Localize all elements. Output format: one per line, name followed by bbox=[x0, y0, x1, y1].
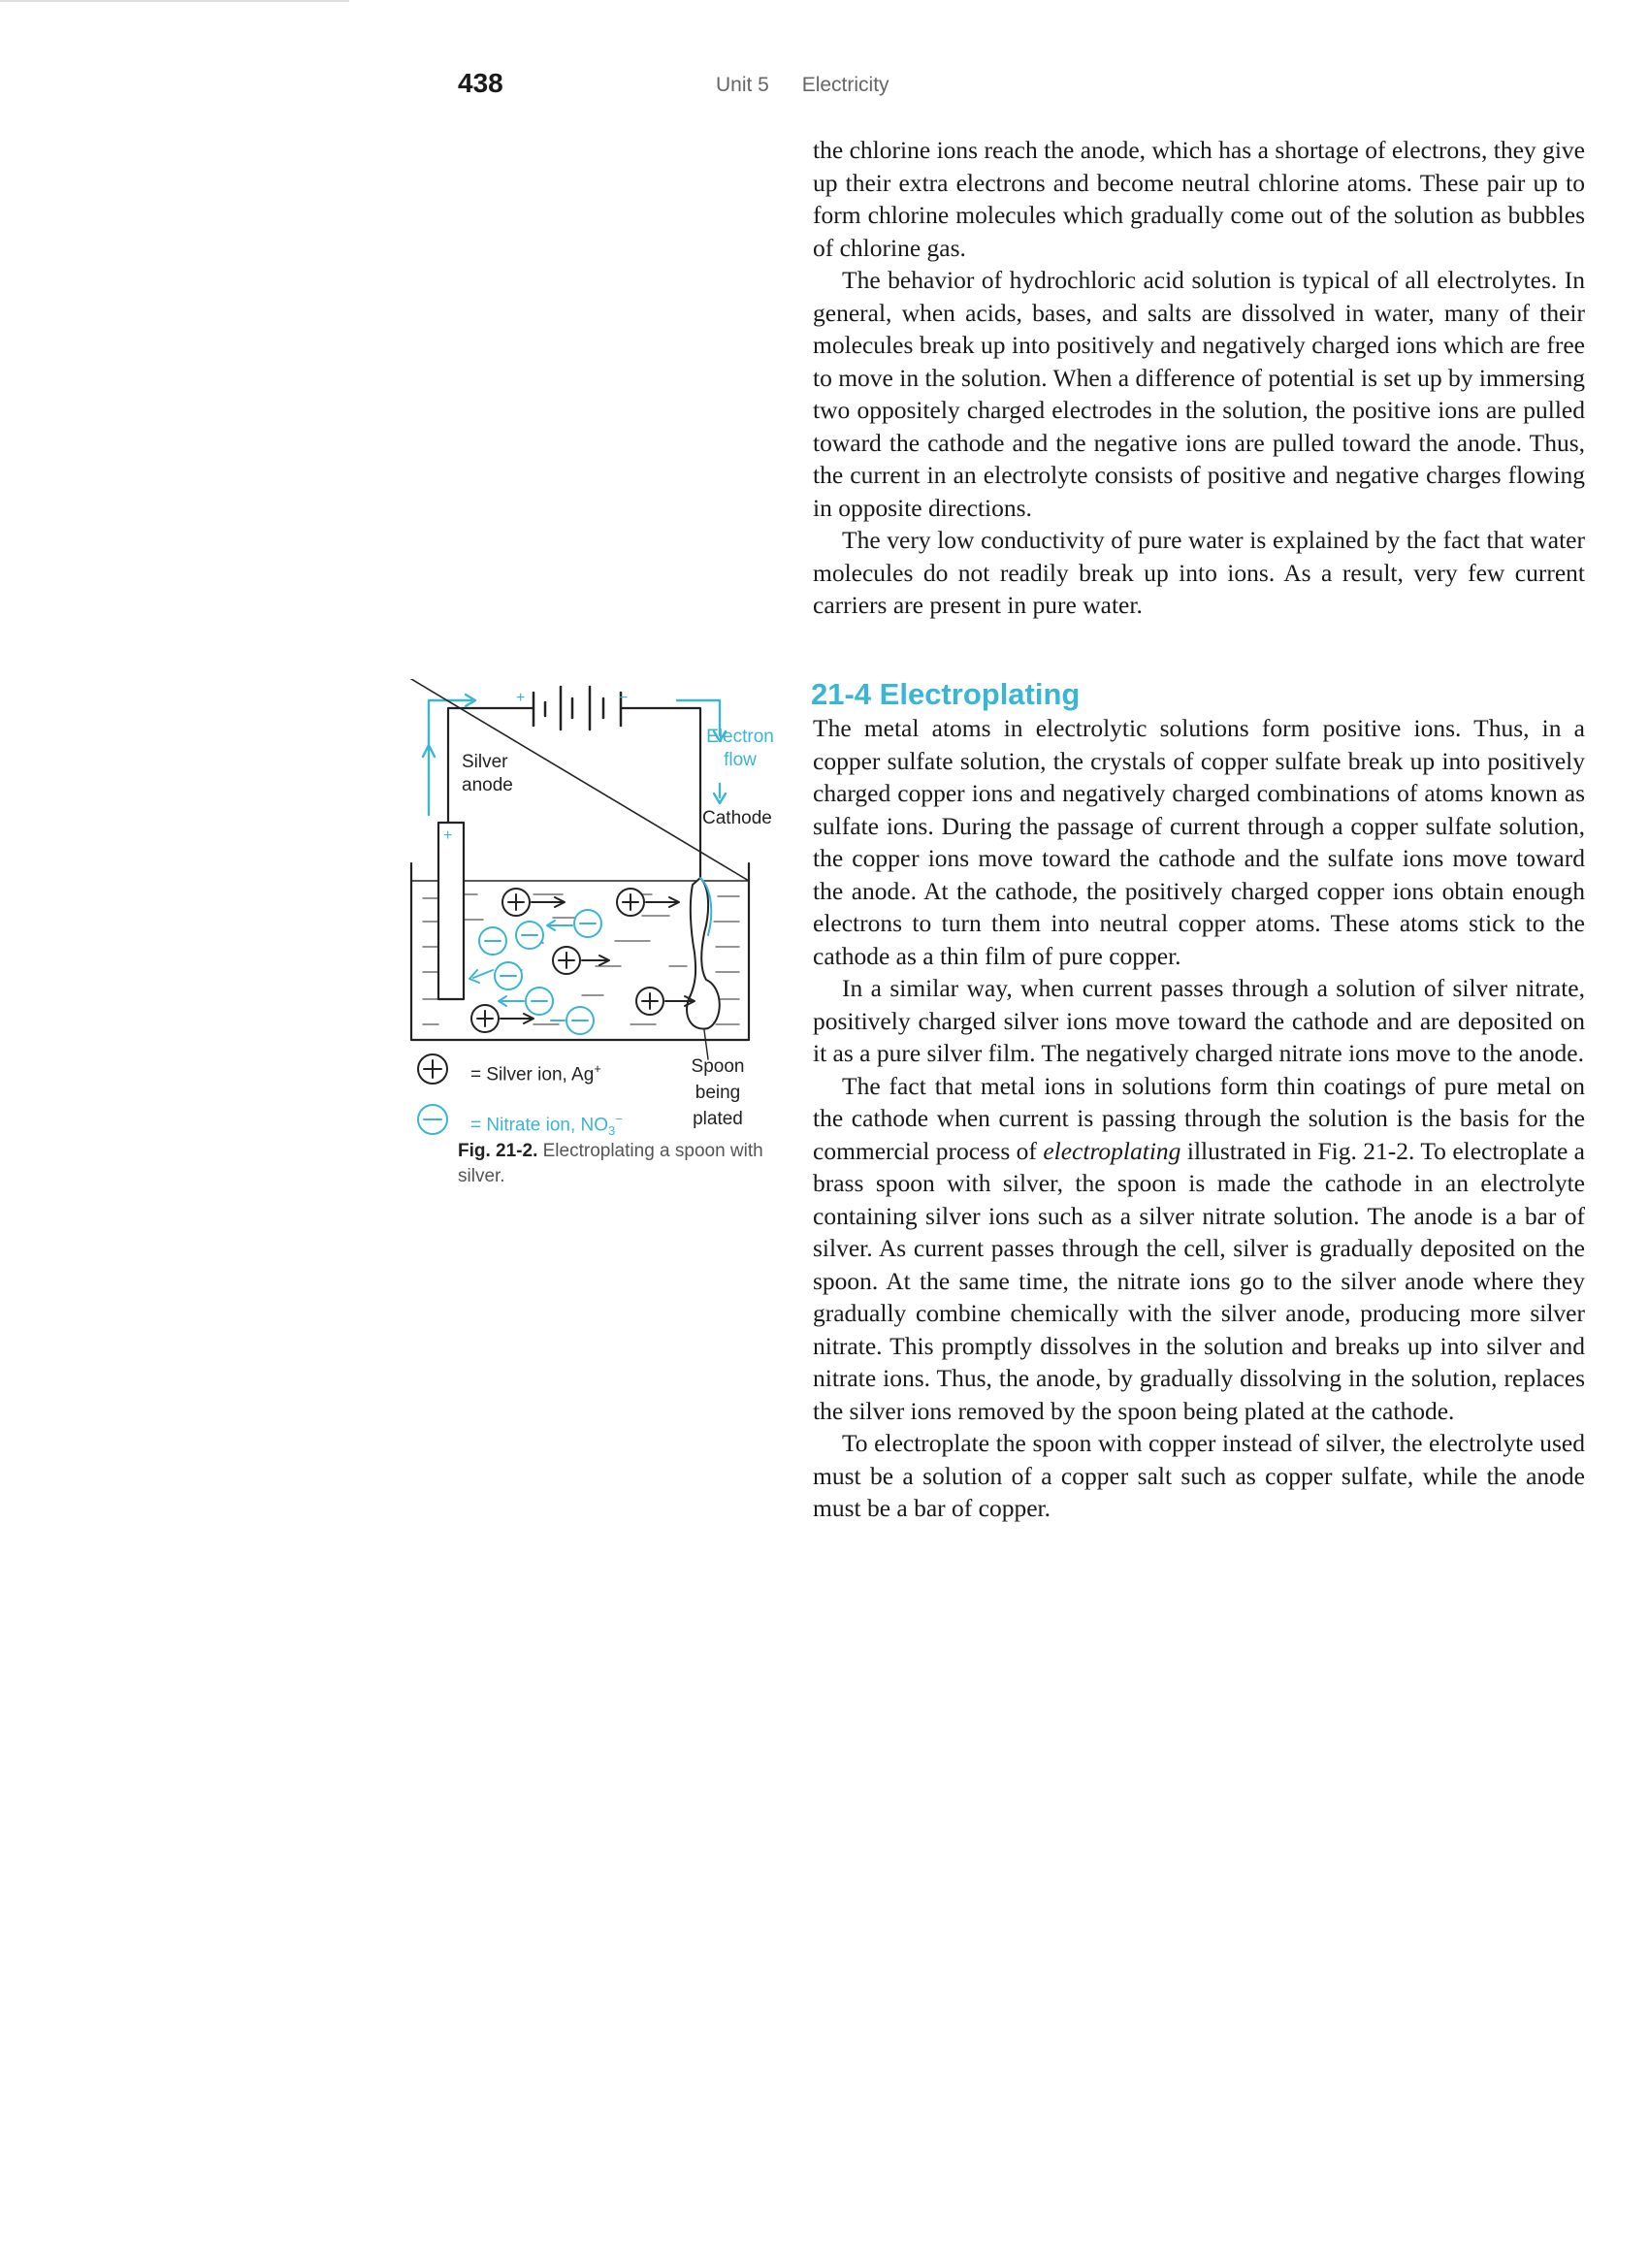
spoon-cathode bbox=[687, 878, 720, 1029]
paragraph-text: illustrated in Fig. 21-2. To electroplate a brass spoon with silver, the spoon is made the cathode in an electrolyte containing silver ions such as a silver nitrate solution. The anode is a bar of silver. As current passes through the cell, silver is gradually deposited on the spoon. At the same time, the nitrate ions go to the silver anode where they gradually combine chemically with the silver anode, producing more silver nitrate. This promptly dissolves in the solution and breaks up into silver and nitrate ions. Thus, the anode, by gradually dissolving in the solution, replaces the silver ions removed by the spoon being plated at the cathode. bbox=[813, 1136, 1585, 1425]
battery-icon bbox=[534, 687, 621, 729]
anode-plus-label: + bbox=[443, 827, 453, 844]
nitrate-ion bbox=[479, 927, 506, 955]
paragraph: The metal atoms in electrolytic solutions form positive ions. Thus, in a copper sulfate solution, the crystals of copper sulfate break up into positively charged copper ions and negatively charged combinations of atoms known as sulfate ions. During the passage of current through a copper sulfate solution, the copper ions move toward the cathode and the sulfate ions move toward the anode. At the cathode, the positively charged copper ions obtain enough electrons to turn them into neutral copper atoms. These atoms stick to the cathode as a thin film of pure copper. bbox=[813, 714, 1585, 970]
battery-plus-label: + bbox=[516, 690, 526, 706]
legend-subscript: 3 bbox=[608, 1123, 616, 1139]
label-line: flow bbox=[724, 750, 757, 770]
paragraph bbox=[813, 1070, 1585, 1428]
label-line: plated bbox=[693, 1109, 743, 1129]
legend-nitrate-ion-icon bbox=[418, 1105, 447, 1134]
figure-caption bbox=[458, 1139, 788, 1189]
body-text-section bbox=[813, 712, 1585, 1525]
label-silver-anode bbox=[462, 751, 513, 797]
legend-silver-ion bbox=[470, 1057, 601, 1086]
running-head-chapter: Electricity bbox=[801, 74, 889, 96]
label-spoon bbox=[679, 1053, 757, 1132]
nitrate-ion bbox=[495, 962, 522, 989]
legend-nitrate-ion bbox=[470, 1108, 623, 1143]
term-electroplating: electroplating bbox=[1043, 1136, 1181, 1165]
legend-text: = Nitrate ion, NO bbox=[470, 1115, 609, 1136]
legend-text: = Silver ion, Ag bbox=[470, 1064, 595, 1085]
label-line: Spoon bbox=[691, 1056, 745, 1077]
label-line: being bbox=[695, 1083, 741, 1103]
paragraph: the chlorine ions reach the anode, which has a shortage of electrons, they give up their extra electrons and become neutral chlorine atoms. These pair up to form chlorine molecules which gradually come out of the solution as bubbles of chlorine gas. bbox=[813, 136, 1585, 262]
paragraph: The behavior of hydrochloric acid solution is typical of all electrolytes. In general, when acids, bases, and salts are dissolved in water, many of their molecules break up into positively and negatively charged ions which are free to move in the solution. When a difference of potential is set up by immersing two oppositely charged electrodes in the solution, the positive ions are pulled toward the cathode and the negative ions are pulled toward the anode. Thus, the current in an electrolyte consists of positive and negative charges flowing in opposite directions. bbox=[813, 266, 1585, 522]
label-line: Silver bbox=[462, 752, 508, 772]
nitrate-ion bbox=[526, 988, 553, 1015]
legend-superscript: + bbox=[594, 1061, 601, 1076]
section-heading: 21-4 Electroplating bbox=[811, 677, 1081, 711]
silver-ion bbox=[502, 889, 530, 916]
silver-ion bbox=[553, 947, 580, 974]
body-text-top bbox=[813, 134, 1585, 622]
silver-ion bbox=[471, 1005, 499, 1032]
label-line: Electron bbox=[706, 727, 774, 747]
paragraph: The very low conductivity of pure water is explained by the fact that water molecules do not readily break up into ions. As a result, very few current carriers are present in pure water. bbox=[813, 526, 1585, 619]
paragraph: To electroplate the spoon with copper instead of silver, the electrolyte used must be a solution of a copper salt such as copper sulfate, while the anode must be a bar of copper. bbox=[813, 1429, 1585, 1522]
label-electron-flow bbox=[698, 726, 782, 772]
label-cathode: Cathode bbox=[702, 808, 772, 828]
legend-superscript: − bbox=[615, 1112, 623, 1126]
figure-electroplating bbox=[388, 679, 805, 1203]
caption-text: Electroplating a spoon with silver. bbox=[458, 1141, 763, 1186]
running-head-unit: Unit 5 bbox=[716, 74, 769, 96]
legend-silver-ion-icon bbox=[418, 1054, 447, 1084]
nitrate-ion bbox=[574, 910, 601, 937]
page-number: 438 bbox=[458, 68, 503, 98]
running-head bbox=[716, 74, 889, 97]
nitrate-ion bbox=[516, 922, 543, 949]
wire-cathode bbox=[621, 708, 700, 878]
battery-minus-label: − bbox=[619, 690, 629, 706]
silver-ion bbox=[636, 988, 663, 1015]
silver-anode-bar bbox=[438, 823, 464, 999]
scan-edge bbox=[0, 0, 349, 2]
caption-label: Fig. 21-2. bbox=[458, 1141, 538, 1161]
silver-ion bbox=[617, 889, 644, 916]
paragraph: In a similar way, when current passes through a solution of silver nitrate, positively charged silver ions move toward the cathode and are deposited on it as a pure silver film. The negatively charged nitrate ions move to the anode. bbox=[813, 974, 1585, 1067]
label-line: anode bbox=[462, 775, 513, 795]
paragraph-text: The fact that metal ions in solutions form thin coatings of pure metal on the cathode when current is passing through the solution is the basis for the commercial process of bbox=[813, 1071, 1585, 1165]
nitrate-ion bbox=[566, 1007, 594, 1034]
